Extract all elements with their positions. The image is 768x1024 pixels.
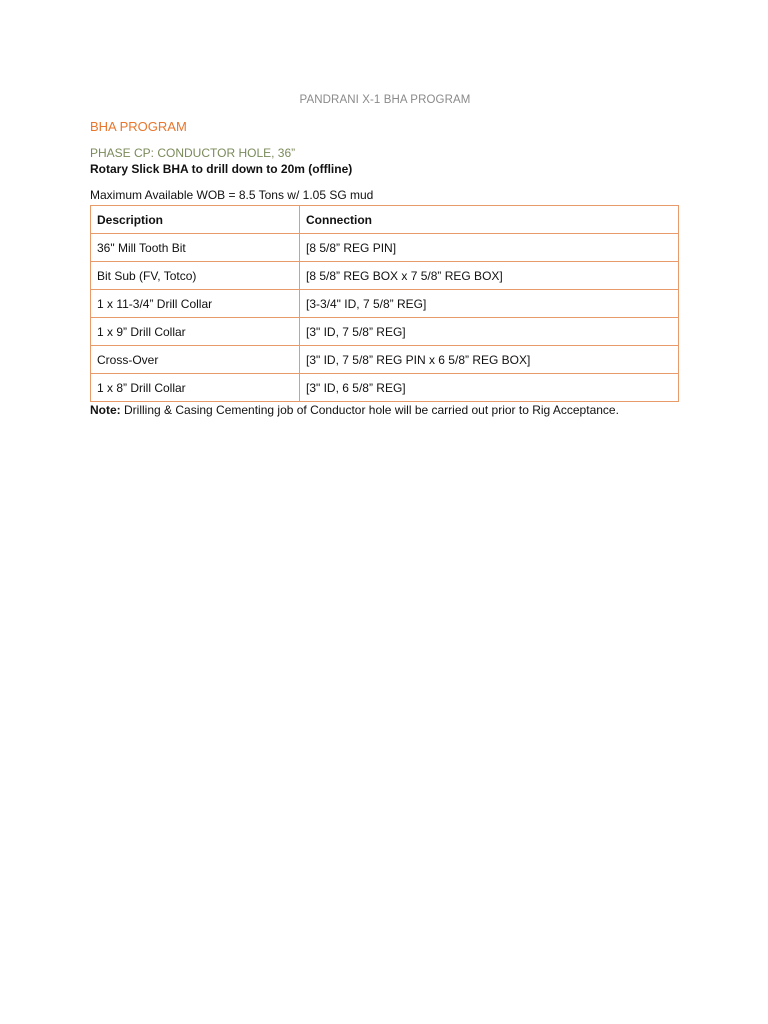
cell-description: 1 x 11-3/4” Drill Collar — [91, 290, 300, 318]
cell-description: 1 x 9” Drill Collar — [91, 318, 300, 346]
cell-description: 36" Mill Tooth Bit — [91, 234, 300, 262]
column-header-description: Description — [91, 206, 300, 234]
cell-connection: [3-3/4" ID, 7 5/8” REG] — [300, 290, 679, 318]
phase-title: PHASE CP: CONDUCTOR HOLE, 36” — [90, 146, 296, 160]
cell-connection: [8 5/8” REG PIN] — [300, 234, 679, 262]
table-row — [91, 374, 679, 402]
bha-table — [90, 205, 679, 402]
cell-description: Bit Sub (FV, Totco) — [91, 262, 300, 290]
cell-connection: [8 5/8” REG BOX x 7 5/8” REG BOX] — [300, 262, 679, 290]
table-row — [91, 262, 679, 290]
document-header: PANDRANI X-1 BHA PROGRAM — [299, 94, 471, 106]
column-header-connection: Connection — [300, 206, 679, 234]
note-label: Note: — [90, 403, 121, 417]
note-paragraph — [90, 403, 619, 417]
note-text: Drilling & Casing Cementing job of Conductor hole will be carried out prior to Rig Acceptance. — [120, 403, 619, 417]
cell-connection: [3" ID, 7 5/8” REG PIN x 6 5/8” REG BOX] — [300, 346, 679, 374]
wob-line: Maximum Available WOB = 8.5 Tons w/ 1.05 SG mud — [90, 188, 374, 202]
bha-subtitle: Rotary Slick BHA to drill down to 20m (offline) — [90, 162, 353, 176]
table-header-row — [91, 206, 679, 234]
cell-connection: [3" ID, 7 5/8” REG] — [300, 318, 679, 346]
cell-description: Cross-Over — [91, 346, 300, 374]
section-title: BHA PROGRAM — [90, 119, 187, 134]
table-row — [91, 318, 679, 346]
cell-description: 1 x 8” Drill Collar — [91, 374, 300, 402]
cell-connection: [3" ID, 6 5/8” REG] — [300, 374, 679, 402]
table-row — [91, 234, 679, 262]
table-row — [91, 290, 679, 318]
table-row — [91, 346, 679, 374]
